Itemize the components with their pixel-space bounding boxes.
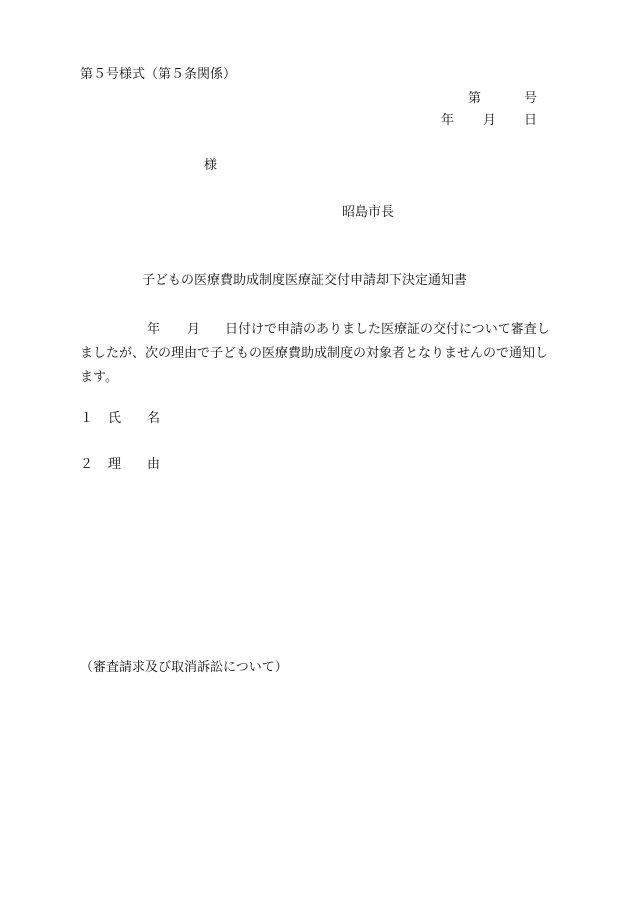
body-paragraph	[80, 318, 552, 390]
body-month: 月	[187, 322, 201, 337]
item-2-label-b: 由	[147, 457, 161, 472]
doc-number-prefix: 第	[468, 91, 482, 106]
doc-number-suffix: 号	[524, 91, 538, 106]
document-title: 子どもの医療費助成制度医療証交付申請却下決定通知書	[142, 273, 468, 288]
form-id: 第５号様式（第５条関係）	[80, 67, 237, 82]
body-text: 日付けで申請のありました医療証の交付について審査しましたが、次の理由で子どもの医療費助成制度の対象者となりませんので通知します。	[80, 322, 550, 385]
item-2-number: ２	[80, 457, 94, 472]
item-1-number: １	[80, 411, 94, 426]
item-2-label-a: 理	[108, 457, 122, 472]
body-year: 年	[147, 322, 161, 337]
date-month: 月	[483, 113, 497, 128]
item-1-label-b: 名	[147, 411, 161, 426]
item-1-label-a: 氏	[108, 411, 122, 426]
date-year: 年	[441, 113, 455, 128]
recipient-suffix: 様	[204, 158, 218, 173]
date-day: 日	[524, 113, 538, 128]
issuer: 昭島市長	[342, 205, 395, 220]
footer-note: （審査請求及び取消訴訟について）	[80, 660, 288, 675]
